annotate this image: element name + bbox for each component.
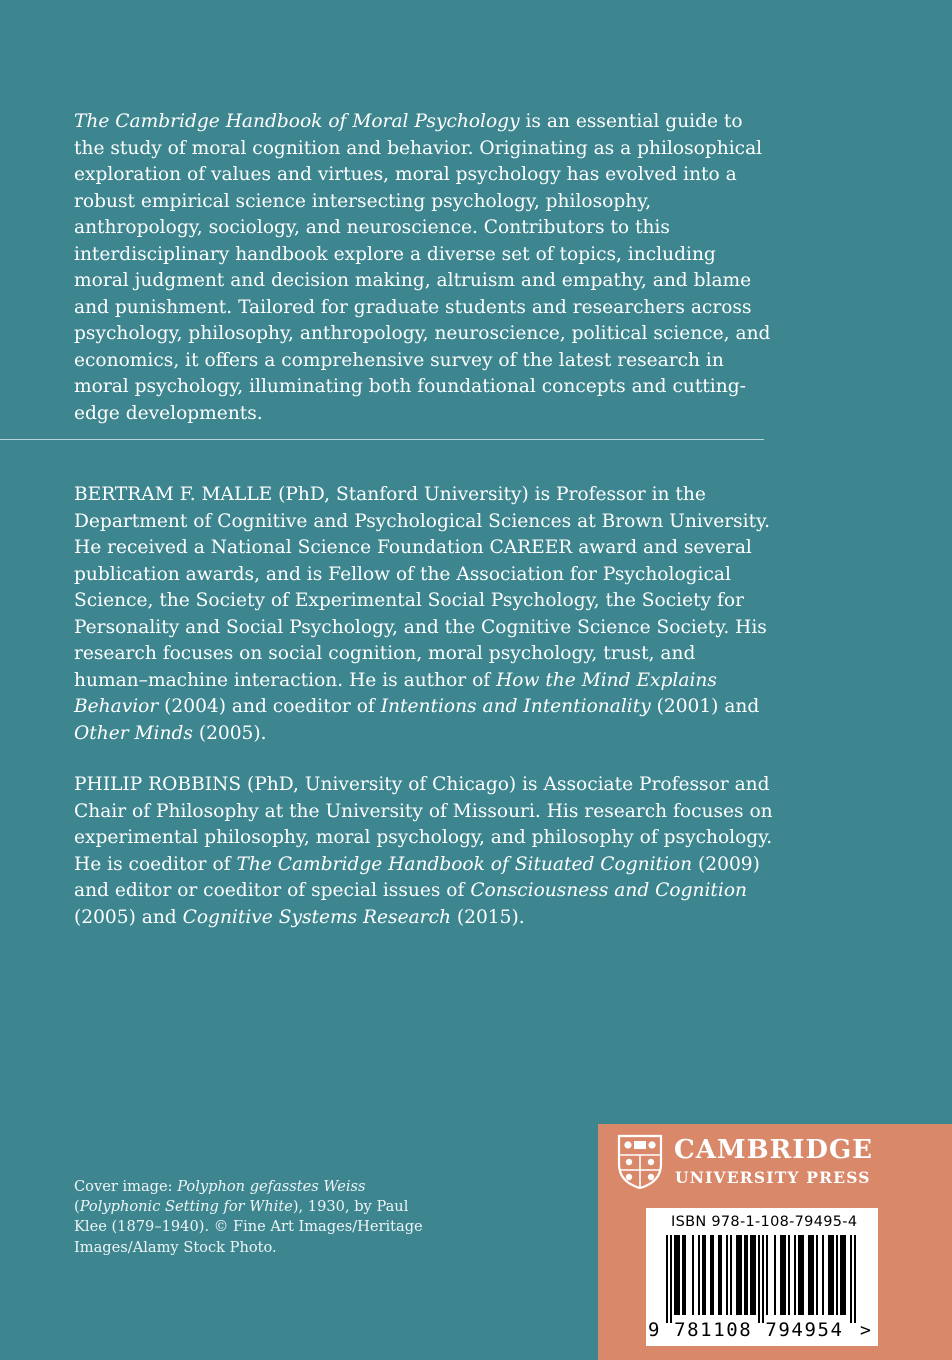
bio-text: PHILIP ROBBINS (PhD, University of Chicago) is Associate Professor and Chair of Philosophy at the University of Missouri. His research focuses on experimental philosophy, moral psychology, and philosophy of psychology. He is coeditor of [74, 774, 773, 875]
barcode-bar [844, 1235, 846, 1315]
description-text: is an essential guide to the study of moral cognition and behavior. Originating as a philosophical exploration of values and virtues, moral psychology has evolved into a robust empirical science intersecting psychology, philosophy, anthropology, sociology, and neuroscience. Contributors to this interdisciplinary handbook explore a diverse set of topics, including moral judgment and decision making, altruism and empathy, and blame and punishment. Tailored for graduate students and researchers across psychology, philosophy, anthropology, neuroscience, political science, and economics, it offers a comprehensive survey of the latest research in moral psychology, illuminating both foundational concepts and cutting-edge developments. [74, 111, 771, 424]
barcode-bar [758, 1235, 760, 1323]
bio-text: (2001) and [650, 696, 760, 717]
barcode-bar [784, 1235, 786, 1315]
barcode-bar [710, 1235, 712, 1315]
barcode-bar [670, 1235, 672, 1323]
book-title: The Cambridge Handbook of Situated Cognition [236, 853, 693, 875]
isbn-label: ISBN 978-1-108-79495-4 [671, 1214, 858, 1230]
barcode-bar [808, 1235, 810, 1315]
barcode-bar [712, 1235, 714, 1315]
barcode-bar [752, 1235, 754, 1315]
cambridge-shield-icon [617, 1134, 663, 1190]
barcode-bar [812, 1235, 814, 1315]
publisher-panel [598, 1124, 952, 1360]
artwork-title: Polyphonic Setting for White [79, 1198, 293, 1216]
barcode-bar [794, 1235, 796, 1315]
barcode-bar [674, 1235, 676, 1315]
bio-text: (2004) and coeditor of [158, 696, 381, 717]
barcode-bar [750, 1235, 752, 1315]
barcode-bar [740, 1235, 742, 1315]
barcode-bar [702, 1235, 704, 1315]
barcode-bar [730, 1235, 732, 1315]
barcode-bar [842, 1235, 844, 1315]
book-title: Intentions and Intentionality [380, 696, 651, 717]
barcode-bar [816, 1235, 818, 1315]
barcode-bar [698, 1235, 700, 1315]
barcode-bar [798, 1235, 800, 1315]
barcode-bar [726, 1235, 728, 1315]
book-title: The Cambridge Handbook of Moral Psychology [74, 111, 520, 132]
barcode-bar [676, 1235, 678, 1315]
barcode-bar [666, 1235, 668, 1323]
author-bio-robbins [74, 772, 774, 931]
bio-text: BERTRAM F. MALLE (PhD, Stanford University) is Professor in the Department of Cognitive and Psychological Sciences at Brown University. He received a National Science Foundation CAREER award and several publication awards, and is Fellow of the Association for Psychological Science, the Society of Experimental Social Psychology, the Society for Personality and Social Psychology, and the Cognitive Science Society. His research focuses on social cognition, moral psychology, trust, and human–machine interaction. He is author of [74, 484, 771, 691]
book-title: How the Mind Explains Behavior [74, 669, 717, 717]
barcode-bar [840, 1235, 842, 1315]
barcode-bar [800, 1235, 802, 1315]
isbn-barcode [646, 1208, 878, 1346]
credit-text: Cover image: [74, 1178, 178, 1195]
bio-text: (2005) and [74, 906, 183, 928]
barcode-bar [836, 1235, 838, 1315]
barcode-bar [802, 1235, 804, 1315]
barcode-bar [830, 1235, 832, 1315]
cover-image-credit [74, 1177, 444, 1258]
barcode-bar [766, 1235, 768, 1315]
barcode-bar [828, 1235, 830, 1315]
ean-digits: 9 781108 794954 [648, 1319, 844, 1341]
book-description [74, 109, 774, 427]
book-title: Cognitive Systems Research [182, 906, 451, 928]
barcode-bar [774, 1235, 776, 1315]
author-bio-malle [74, 482, 774, 747]
bio-text: (2005). [192, 722, 267, 744]
barcode-bar [744, 1235, 746, 1315]
barcode-bar [832, 1235, 834, 1315]
credit-text: ( [74, 1198, 80, 1216]
barcode-bar [682, 1235, 684, 1315]
barcode-bar [678, 1235, 680, 1315]
bio-text: (2015). [450, 906, 525, 928]
book-title: Consciousness and Cognition [470, 880, 748, 901]
barcode-bar [736, 1235, 738, 1315]
barcode-bar [810, 1235, 812, 1315]
barcode-bar [704, 1235, 706, 1315]
barcode-quiet-zone-marker: > [860, 1320, 871, 1341]
book-title: Other Minds [74, 722, 193, 744]
barcode-bar [780, 1235, 782, 1315]
barcode-bar [822, 1235, 824, 1315]
barcode-bar [788, 1235, 790, 1315]
barcode-bar [720, 1235, 722, 1315]
barcode-bar [782, 1235, 784, 1315]
barcode-bar [762, 1235, 764, 1323]
barcode-bar [692, 1235, 694, 1315]
barcode-bar [754, 1235, 756, 1315]
publisher-name: CAMBRIDGE [674, 1135, 873, 1165]
credit-text: ), 1930, by Paul Klee (1879–1940). © Fine Art Images/Heritage Images/Alamy Stock Photo. [74, 1198, 423, 1256]
artwork-title: Polyphon gefasstes Weiss [177, 1178, 366, 1195]
barcode-bar [850, 1235, 852, 1323]
barcode-bar [746, 1235, 748, 1315]
barcode-bar [738, 1235, 740, 1315]
bio-text: (2009) and editor or coeditor of special issues of [74, 853, 760, 901]
barcode-bar [854, 1235, 856, 1323]
barcode-bar [684, 1235, 686, 1315]
section-divider [0, 439, 764, 440]
publisher-subname: UNIVERSITY PRESS [675, 1168, 871, 1187]
barcode-bar [718, 1235, 720, 1315]
